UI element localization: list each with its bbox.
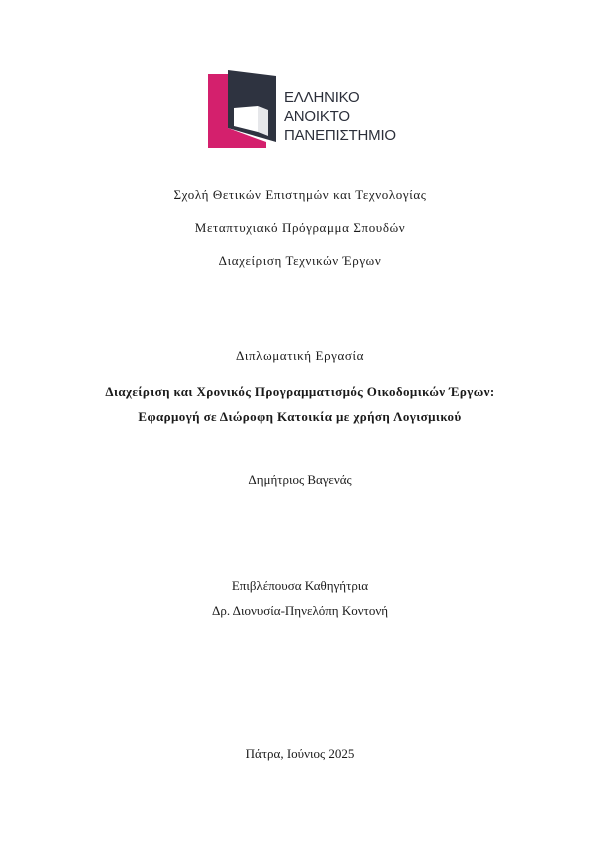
thesis-title-line1: Διαχείριση και Χρονικός Προγραμματισμός Οικοδομικών Έργων: [105,384,495,399]
logo-wordmark [284,88,396,145]
program-name: Μεταπτυχιακό Πρόγραμμα Σπουδών [194,220,406,235]
eap-logo-icon [208,70,280,148]
place-date: Πάτρα, Ιούνιος 2025 [245,746,355,761]
supervisor-name: Δρ. Διονυσία-Πηνελόπη Κοντονή [211,603,389,618]
specialization-name: Διαχείριση Τεχνικών Έργων [218,253,382,268]
thesis-title-line2: Εφαρμογή σε Διώροφη Κατοικία με χρήση Λογισμικού [138,409,462,424]
university-logo [208,70,408,150]
logo-text-line2: ΑΝΟΙΚΤΟ [284,108,350,125]
logo-text-line1: ΕΛΛΗΝΙΚΟ [284,89,360,106]
document-type: Διπλωματική Εργασία [235,348,365,363]
school-name: Σχολή Θετικών Επιστημών και Τεχνολογίας [173,187,427,202]
logo-text-line3: ΠΑΝΕΠΙΣΤΗΜΙΟ [284,127,396,144]
author-name: Δημήτριος Βαγενάς [248,472,352,487]
supervisor-role: Επιβλέπουσα Καθηγήτρια [231,578,369,593]
